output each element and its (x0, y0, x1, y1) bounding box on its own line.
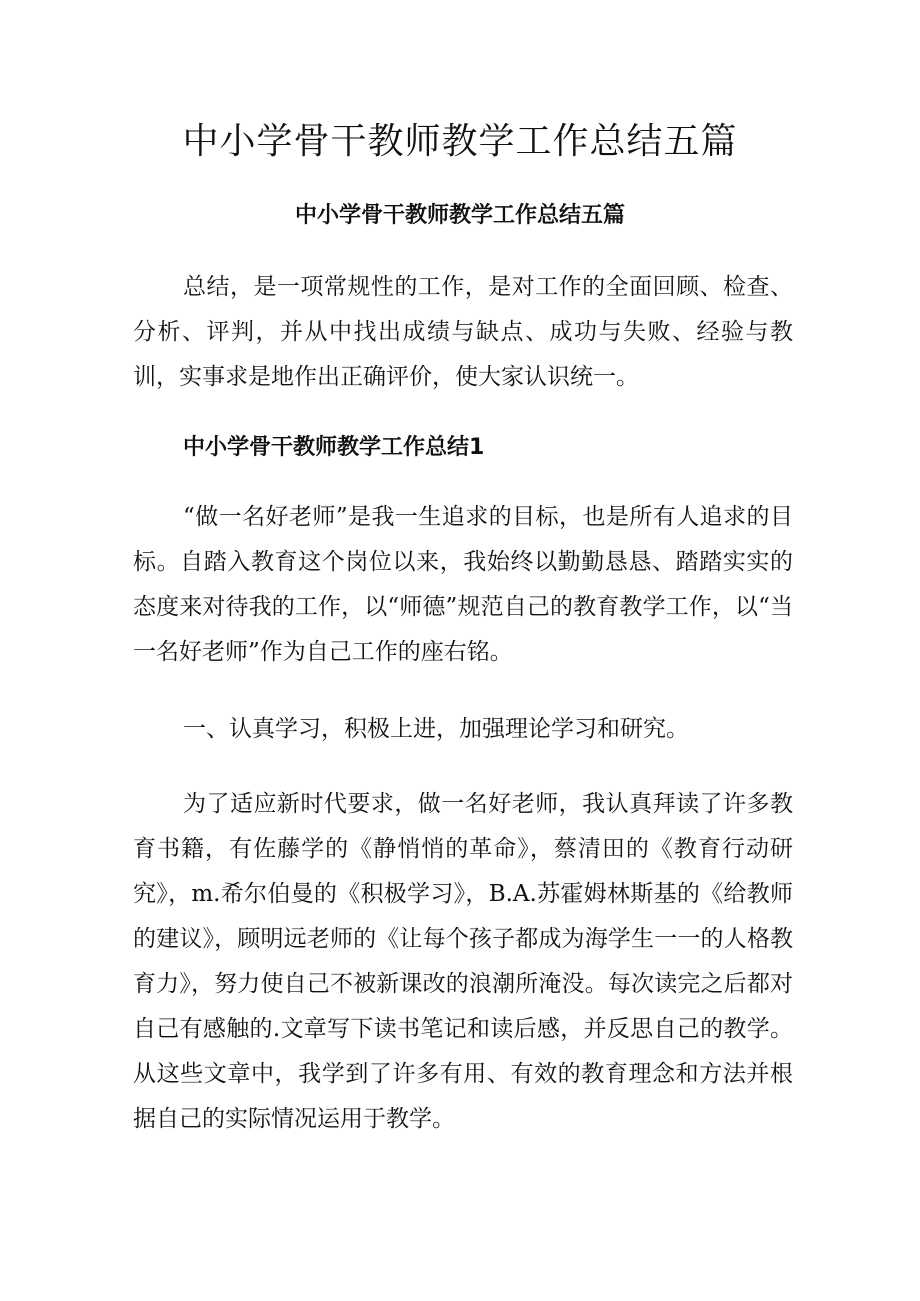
section-heading-1: 中小学骨干教师教学工作总结1 (183, 435, 485, 460)
document-subtitle: 中小学骨干教师教学工作总结五篇 (294, 203, 625, 228)
body-paragraph-1: “做一名好老师”是我一生追求的目标，也是所有人追求的目标。自踏入教育这个岗位以来，我始终以勤勤恳恳、踏踏实实的态度来对待我的工作，以“师德”规范自己的教育教学工作，以“当一名好老师”作为自己工作的座右铭。 (133, 504, 793, 665)
intro-paragraph: 总结，是一项常规性的工作，是对工作的全面回顾、检查、分析、评判，并从中找出成绩与缺点、成功与失败、经验与教训，实事求是地作出正确评价，使大家认识统一。 (133, 274, 793, 390)
body-paragraph-2: 为了适应新时代要求，做一名好老师，我认真拜读了许多教育书籍，有佐藤学的《静悄悄的革命》，蔡清田的《教育行动研究》，m.希尔伯曼的《积极学习》，B.A.苏霍姆林斯基的《给教师的建议》，顾明远老师的《让每个孩子都成为海学生一一的人格教育力》，努力使自己不被新课改的浪潮所淹没。每次读完之后都对自己有感触的.文章写下读书笔记和读后感，并反思自己的教学。从这些文章中，我学到了许多有用、有效的教育理念和方法并根据自己的实际情况运用于教学。 (133, 791, 793, 1132)
subheading-1: 一、认真学习，积极上进，加强理论学习和研究。 (183, 716, 689, 742)
document-title: 中小学骨干教师教学工作总结五篇 (182, 121, 738, 162)
